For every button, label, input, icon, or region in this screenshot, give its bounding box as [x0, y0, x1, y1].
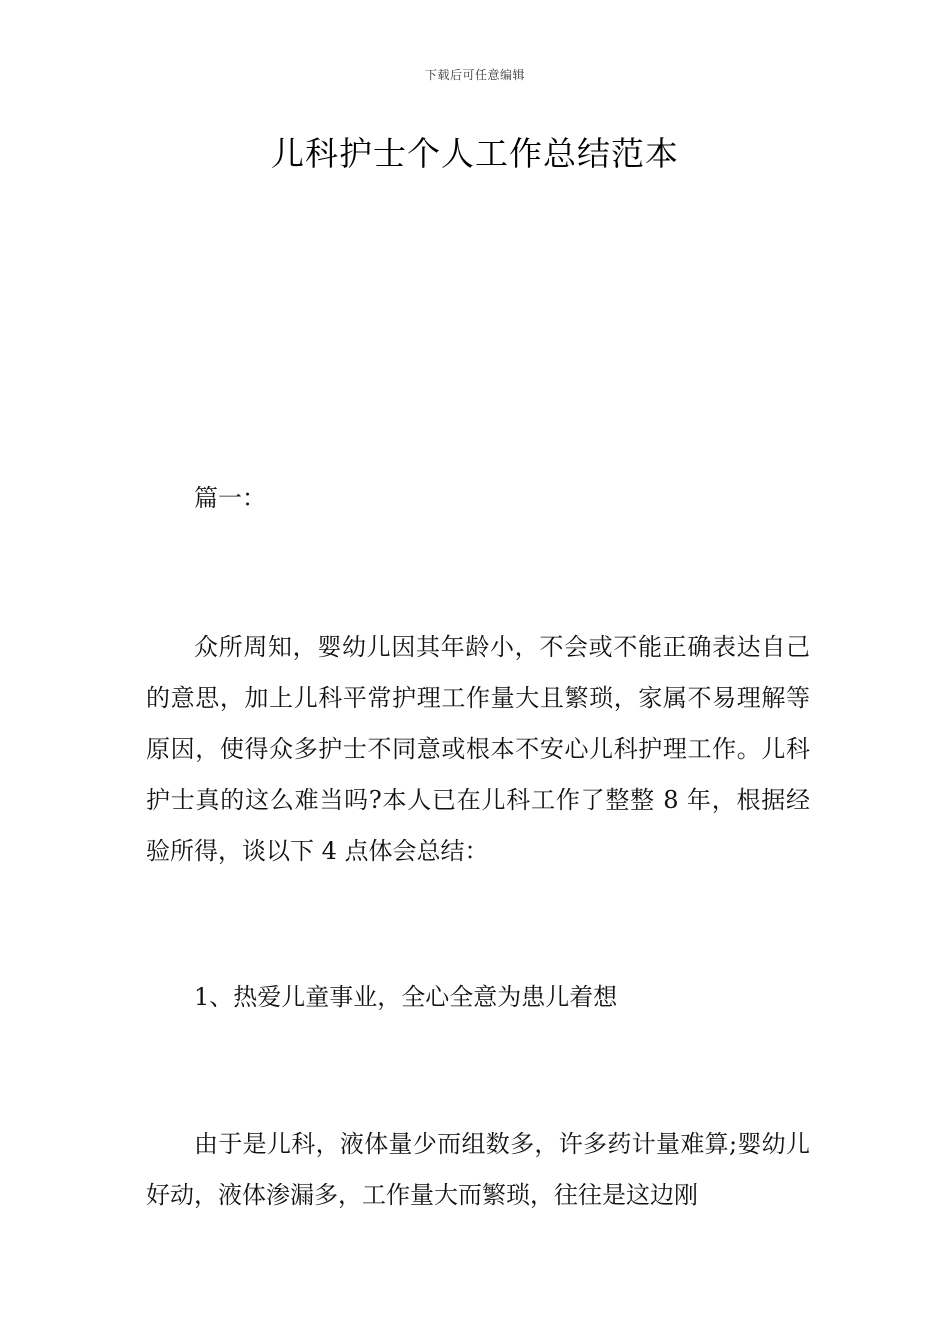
section-heading: 篇一：	[194, 484, 266, 512]
list-item-heading: 1、热爱儿童事业，全心全意为患儿着想	[194, 983, 618, 1011]
paragraph-body: 由于是儿科，液体量少而组数多，许多药计量难算;婴幼儿好动，液体渗漏多，工作量大而繁琐，往往是这边刚	[146, 1130, 810, 1209]
document-title: 儿科护士个人工作总结范本	[271, 134, 679, 173]
paragraph-intro: 众所周知，婴幼儿因其年龄小，不会或不能正确表达自己的意思，加上儿科平常护理工作量大且繁琐，家属不易理解等原因，使得众多护士不同意或根本不安心儿科护理工作。儿科护士真的这么难当吗?本人已在儿科工作了整整 8 年，根据经验所得，谈以下 4 点体会总结：	[146, 633, 810, 865]
header-note: 下载后可任意编辑	[424, 68, 525, 82]
